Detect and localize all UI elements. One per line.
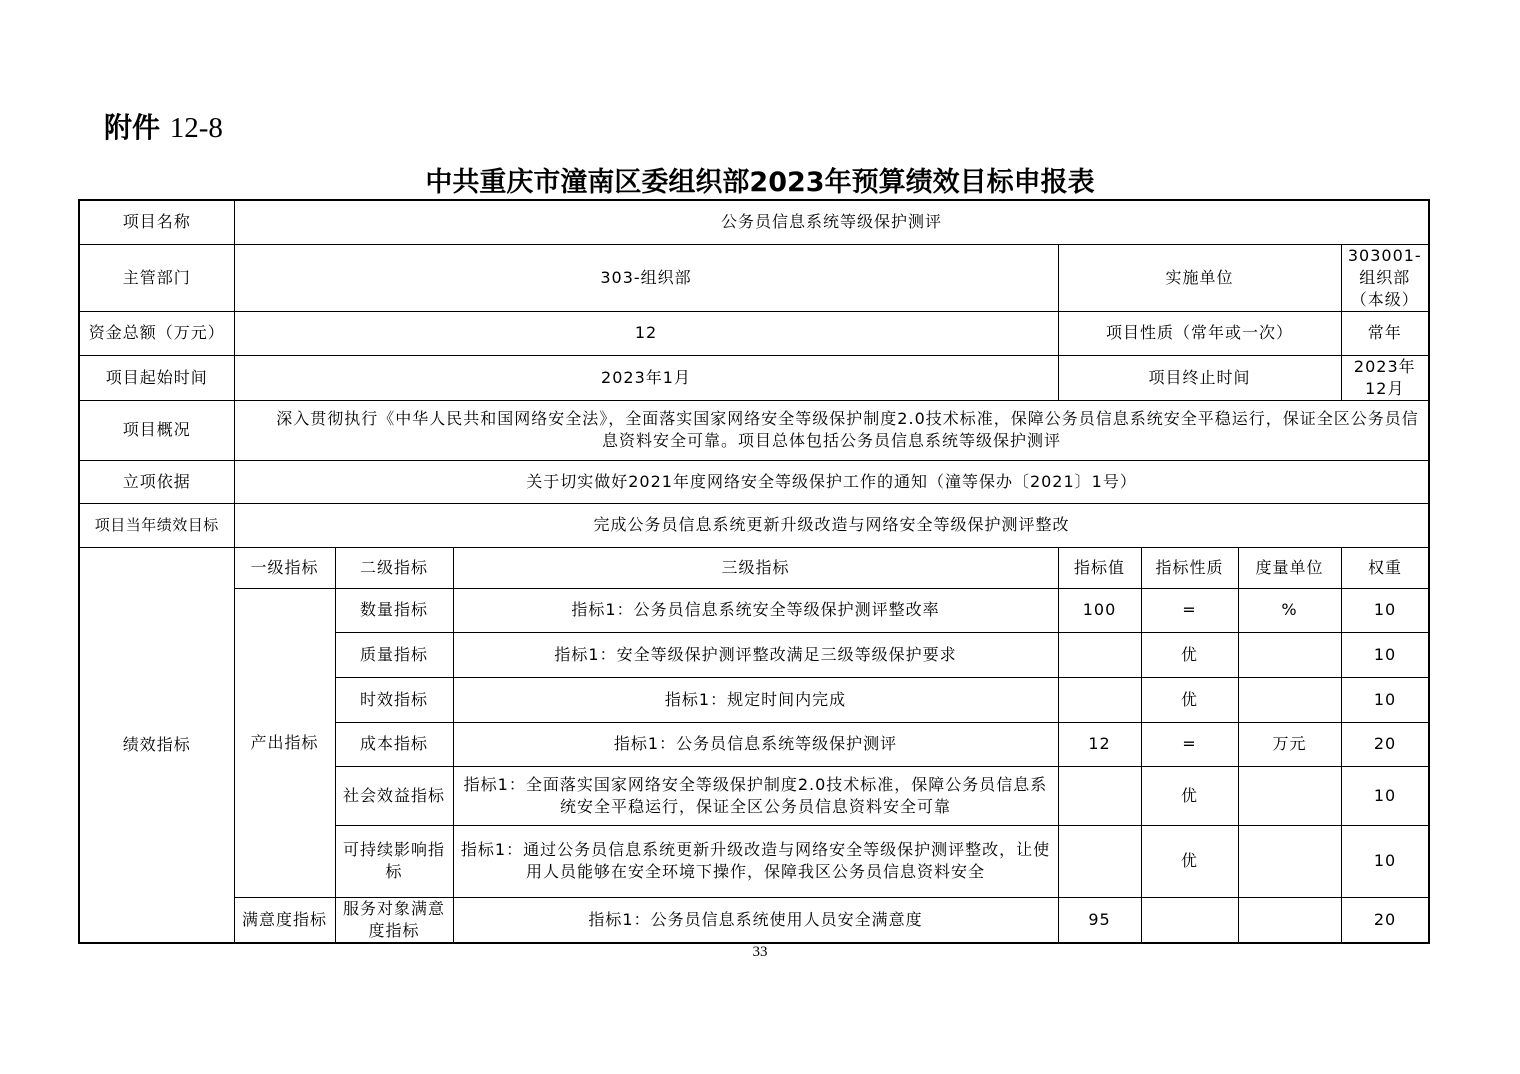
row-project-name — [79, 200, 1429, 244]
level2-cell: 时效指标 — [335, 677, 453, 722]
header-nature: 指标性质 — [1141, 547, 1238, 588]
nature-label: 项目性质（常年或一次） — [1058, 311, 1341, 355]
weight-cell: 10 — [1341, 588, 1429, 632]
row-overview — [79, 400, 1429, 460]
value-cell: 12 — [1058, 722, 1141, 766]
table-row — [79, 897, 1429, 943]
row-time — [79, 355, 1429, 400]
perf-label: 绩效指标 — [79, 547, 234, 943]
weight-cell: 10 — [1341, 677, 1429, 722]
goal-value: 完成公务员信息系统更新升级改造与网络安全等级保护测评整改 — [234, 503, 1429, 547]
page-title: 中共重庆市潼南区委组织部2023年预算绩效目标申报表 — [425, 167, 1095, 198]
header-level1: 一级指标 — [234, 547, 335, 588]
level2-cell: 数量指标 — [335, 588, 453, 632]
header-weight: 权重 — [1341, 547, 1429, 588]
nature-cell — [1141, 897, 1238, 943]
satisfaction-label: 满意度指标 — [234, 897, 335, 943]
nature-cell: 优 — [1141, 677, 1238, 722]
nature-cell: 优 — [1141, 632, 1238, 677]
level3-cell: 指标1：公务员信息系统等级保护测评 — [453, 722, 1058, 766]
level3-cell: 指标1：公务员信息系统安全等级保护测评整改率 — [453, 588, 1058, 632]
impl-label: 实施单位 — [1058, 244, 1341, 311]
budget-table — [78, 199, 1430, 944]
perf-header-row — [79, 547, 1429, 588]
level3-cell: 指标1：规定时间内完成 — [453, 677, 1058, 722]
weight-cell: 20 — [1341, 897, 1429, 943]
value-cell — [1058, 632, 1141, 677]
nature-cell: = — [1141, 588, 1238, 632]
header-unit: 度量单位 — [1238, 547, 1341, 588]
value-cell — [1058, 825, 1141, 897]
level3-cell: 指标1：安全等级保护测评整改满足三级等级保护要求 — [453, 632, 1058, 677]
nature-cell: 优 — [1141, 825, 1238, 897]
value-cell — [1058, 766, 1141, 825]
project-name-value: 公务员信息系统等级保护测评 — [234, 200, 1429, 244]
nature-cell: = — [1141, 722, 1238, 766]
unit-cell — [1238, 897, 1341, 943]
level2-cell: 服务对象满意度指标 — [335, 897, 453, 943]
header-level2: 二级指标 — [335, 547, 453, 588]
header-level3: 三级指标 — [453, 547, 1058, 588]
row-funds — [79, 311, 1429, 355]
unit-cell: % — [1238, 588, 1341, 632]
basis-value: 关于切实做好2021年度网络安全等级保护工作的通知（潼等保办〔2021〕1号） — [234, 460, 1429, 503]
unit-cell — [1238, 825, 1341, 897]
nature-cell: 优 — [1141, 766, 1238, 825]
weight-cell: 10 — [1341, 825, 1429, 897]
weight-cell: 10 — [1341, 766, 1429, 825]
attachment-prefix: 附件 — [104, 111, 161, 144]
level3-cell: 指标1：通过公务员信息系统更新升级改造与网络安全等级保护测评整改，让使用人员能够在安全环境下操作，保障我区公务员信息资料安全 — [453, 825, 1058, 897]
nature-value: 常年 — [1341, 311, 1429, 355]
row-dept — [79, 244, 1429, 311]
start-value: 2023年1月 — [234, 355, 1058, 400]
level2-cell: 社会效益指标 — [335, 766, 453, 825]
attachment-label — [104, 106, 223, 146]
impl-value: 303001-组织部（本级） — [1341, 244, 1429, 311]
level2-cell: 成本指标 — [335, 722, 453, 766]
goal-label: 项目当年绩效目标 — [79, 503, 234, 547]
header-value: 指标值 — [1058, 547, 1141, 588]
dept-value: 303-组织部 — [234, 244, 1058, 311]
row-goal — [79, 503, 1429, 547]
unit-cell — [1238, 766, 1341, 825]
value-cell: 95 — [1058, 897, 1141, 943]
project-name-label: 项目名称 — [79, 200, 234, 244]
attachment-number: 12-8 — [169, 112, 223, 144]
output-label: 产出指标 — [234, 588, 335, 897]
end-value: 2023年12月 — [1341, 355, 1429, 400]
unit-cell: 万元 — [1238, 722, 1341, 766]
basis-label: 立项依据 — [79, 460, 234, 503]
start-label: 项目起始时间 — [79, 355, 234, 400]
dept-label: 主管部门 — [79, 244, 234, 311]
weight-cell: 10 — [1341, 632, 1429, 677]
end-label: 项目终止时间 — [1058, 355, 1341, 400]
level3-cell: 指标1：全面落实国家网络安全等级保护制度2.0技术标准，保障公务员信息系统安全平稳运行，保证全区公务员信息资料安全可靠 — [453, 766, 1058, 825]
row-basis — [79, 460, 1429, 503]
overview-value: 深入贯彻执行《中华人民共和国网络安全法》，全面落实国家网络安全等级保护制度2.0技术标准，保障公务员信息系统安全平稳运行，保证全区公务员信息资料安全可靠。项目总体包括公务员信息系统等级保护测评 — [234, 400, 1429, 460]
funds-label: 资金总额（万元） — [79, 311, 234, 355]
level2-cell: 质量指标 — [335, 632, 453, 677]
value-cell — [1058, 677, 1141, 722]
table-row — [79, 588, 1429, 632]
unit-cell — [1238, 677, 1341, 722]
level3-cell: 指标1：公务员信息系统使用人员安全满意度 — [453, 897, 1058, 943]
unit-cell — [1238, 632, 1341, 677]
level2-cell: 可持续影响指标 — [335, 825, 453, 897]
page-number: 33 — [752, 944, 768, 960]
funds-value: 12 — [234, 311, 1058, 355]
overview-label: 项目概况 — [79, 400, 234, 460]
weight-cell: 20 — [1341, 722, 1429, 766]
value-cell: 100 — [1058, 588, 1141, 632]
